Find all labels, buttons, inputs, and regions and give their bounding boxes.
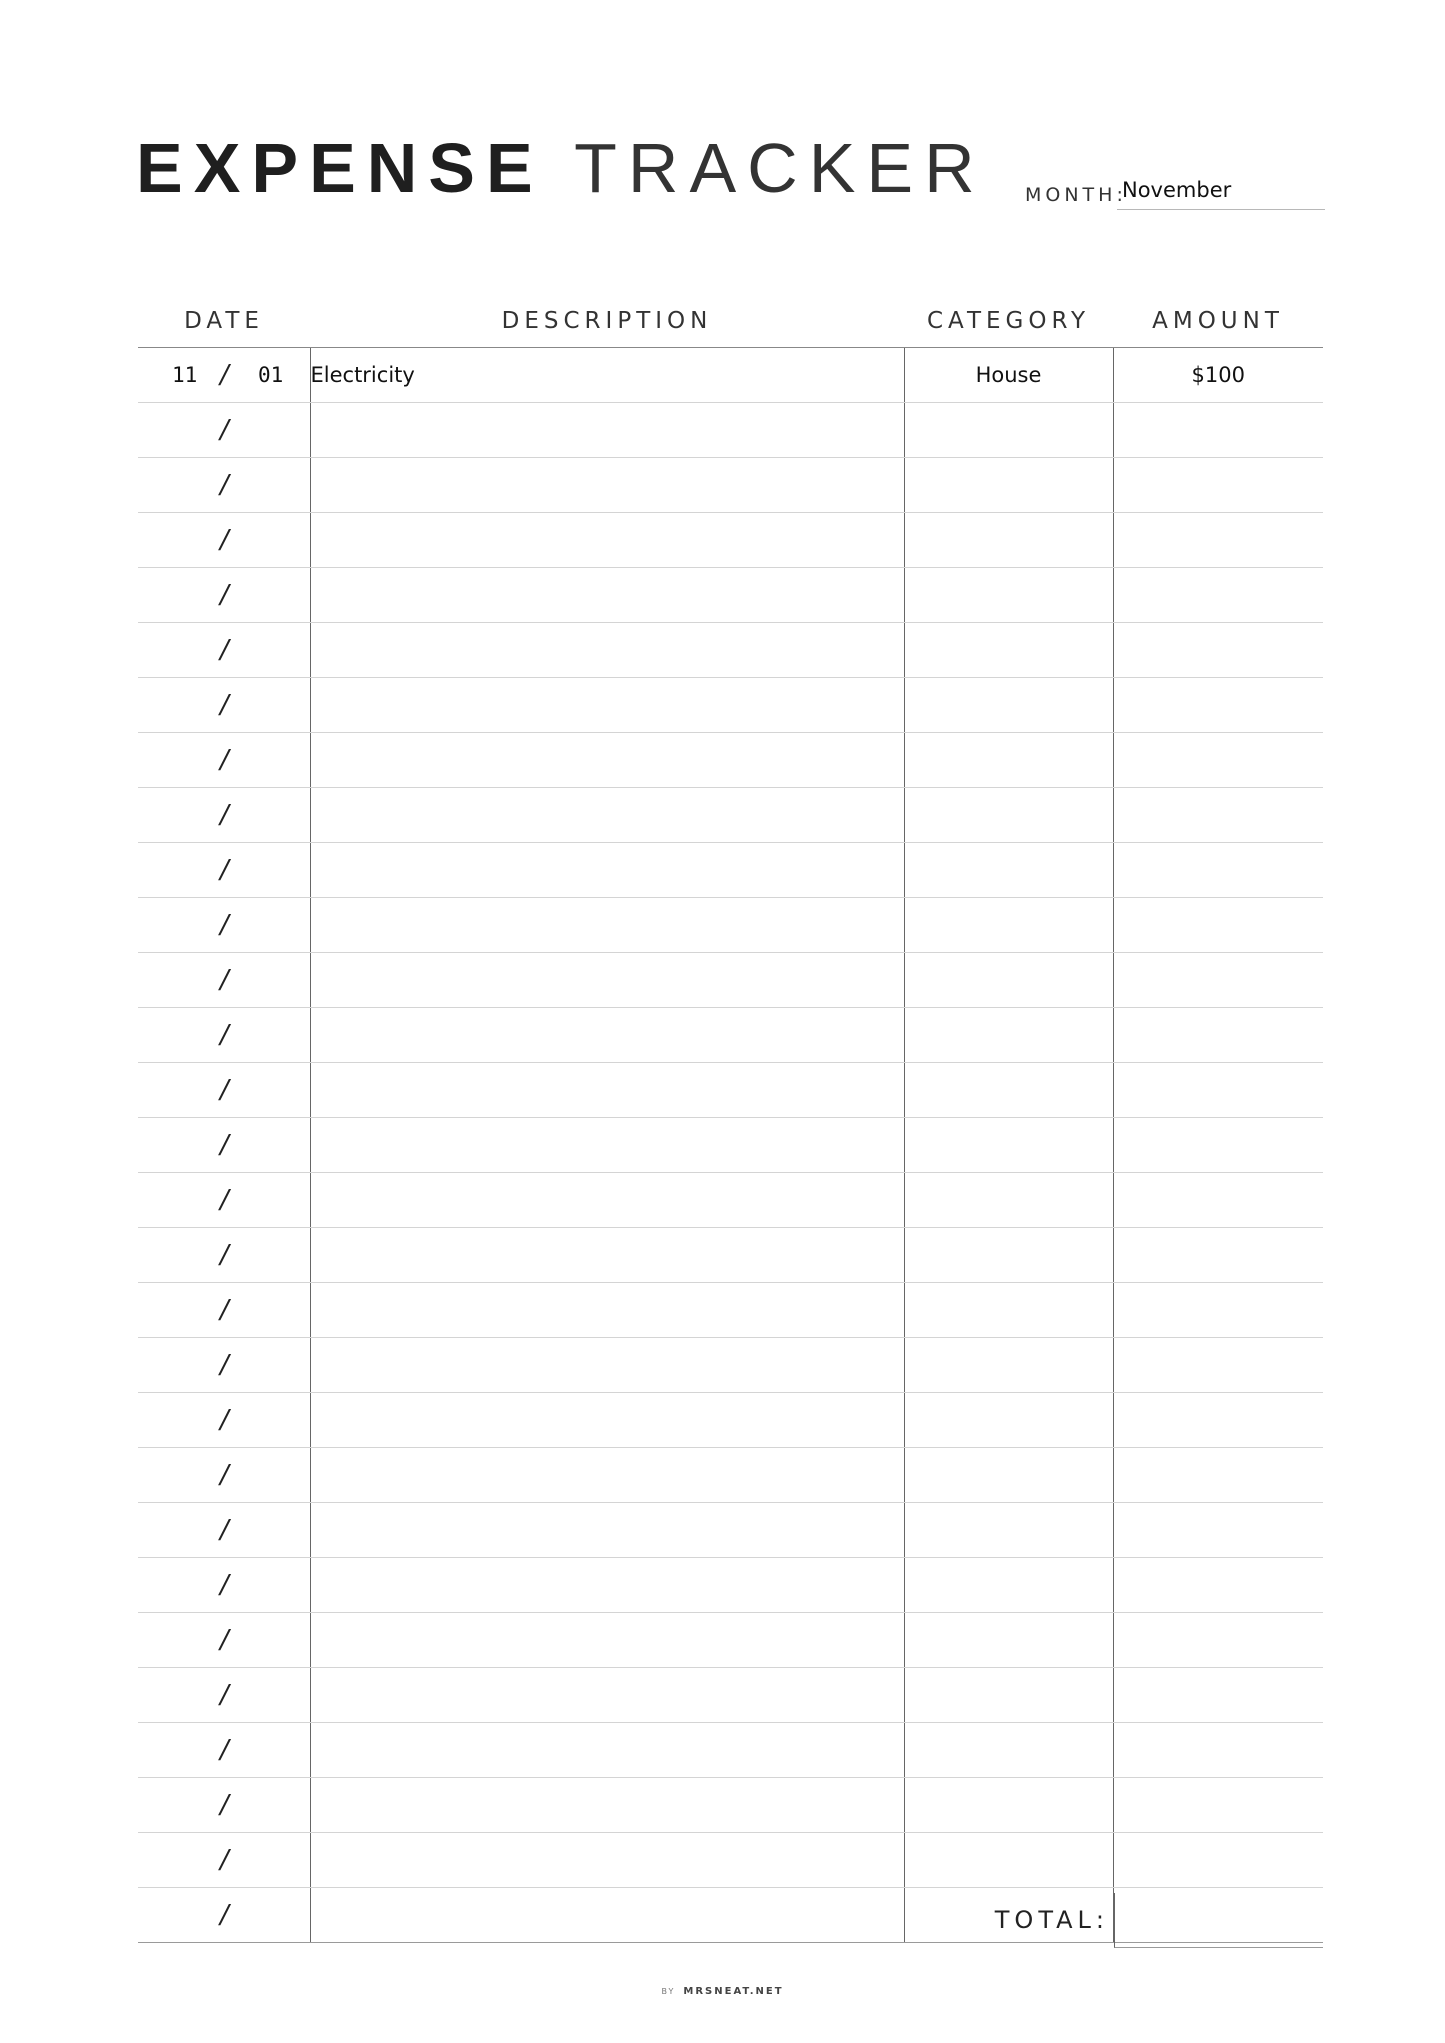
date-cell[interactable]: [138, 1008, 310, 1063]
amount-cell[interactable]: [1113, 1283, 1323, 1338]
date-cell[interactable]: [138, 1118, 310, 1173]
date-separator: /: [220, 910, 229, 940]
credit-by: BY: [661, 1987, 676, 1996]
amount-cell[interactable]: [1113, 1228, 1323, 1283]
table-row: [138, 1393, 1323, 1448]
amount-cell[interactable]: [1113, 1668, 1323, 1723]
amount-cell[interactable]: [1113, 1778, 1323, 1833]
date-separator: /: [220, 1845, 229, 1875]
table-row: [138, 1283, 1323, 1338]
date-separator: /: [220, 580, 229, 610]
date-cell[interactable]: [138, 458, 310, 513]
table-row: [138, 1448, 1323, 1503]
date-separator: /: [220, 1075, 229, 1105]
table-row: [138, 1338, 1323, 1393]
table-row: [138, 1558, 1323, 1613]
amount-cell[interactable]: [1113, 1448, 1323, 1503]
date-separator: /: [220, 1900, 229, 1930]
date-separator: /: [220, 1240, 229, 1270]
table-row: [138, 1723, 1323, 1778]
date-cell[interactable]: [138, 1613, 310, 1668]
category-cell[interactable]: [904, 843, 1113, 898]
category-cell[interactable]: House: [904, 348, 1113, 403]
date-separator: /: [220, 1680, 229, 1710]
date-cell[interactable]: [138, 1173, 310, 1228]
table-body: [138, 348, 1323, 1943]
date-cell[interactable]: [138, 1338, 310, 1393]
table-row: [138, 1778, 1323, 1833]
category-cell[interactable]: [904, 1283, 1113, 1338]
table-row: [138, 1613, 1323, 1668]
description-cell[interactable]: [310, 1613, 904, 1668]
description-cell[interactable]: [310, 1173, 904, 1228]
description-cell[interactable]: [310, 623, 904, 678]
description-cell[interactable]: [310, 1723, 904, 1778]
table-row: [138, 1503, 1323, 1558]
table-row: [138, 1008, 1323, 1063]
month-field-group: [1025, 176, 1325, 210]
description-cell[interactable]: [310, 1833, 904, 1888]
table-row: [138, 1118, 1323, 1173]
category-cell[interactable]: [904, 1833, 1113, 1888]
description-cell[interactable]: [310, 568, 904, 623]
table-row: [138, 1668, 1323, 1723]
date-separator: /: [220, 525, 229, 555]
category-cell[interactable]: [904, 733, 1113, 788]
date-separator: /: [220, 1735, 229, 1765]
description-cell[interactable]: [310, 1778, 904, 1833]
description-cell[interactable]: [310, 1008, 904, 1063]
description-cell[interactable]: [310, 1338, 904, 1393]
date-separator: /: [220, 1790, 229, 1820]
table-row: [138, 678, 1323, 733]
category-cell[interactable]: [904, 1228, 1113, 1283]
date-separator: /: [220, 855, 229, 885]
header-category: CATEGORY: [904, 295, 1113, 348]
date-cell[interactable]: [138, 1393, 310, 1448]
date-cell[interactable]: [138, 898, 310, 953]
amount-cell[interactable]: [1113, 403, 1323, 458]
description-cell[interactable]: [310, 953, 904, 1008]
amount-cell[interactable]: [1113, 1338, 1323, 1393]
date-separator: /: [220, 470, 229, 500]
amount-cell[interactable]: $100: [1113, 348, 1323, 403]
description-cell[interactable]: [310, 403, 904, 458]
date-separator: /: [220, 690, 229, 720]
amount-cell[interactable]: [1113, 1393, 1323, 1448]
date-separator: /: [220, 635, 229, 665]
amount-cell[interactable]: [1113, 568, 1323, 623]
description-cell[interactable]: [310, 898, 904, 953]
table-row: [138, 458, 1323, 513]
amount-cell[interactable]: [1113, 898, 1323, 953]
category-cell[interactable]: [904, 1503, 1113, 1558]
date-month: 11: [172, 363, 198, 387]
category-cell[interactable]: [904, 1778, 1113, 1833]
date-separator: /: [220, 1405, 229, 1435]
amount-cell[interactable]: [1113, 1063, 1323, 1118]
table-row: [138, 1063, 1323, 1118]
header-description: DESCRIPTION: [310, 295, 904, 348]
table-row: [138, 403, 1323, 458]
description-cell[interactable]: Electricity: [310, 348, 904, 403]
table-row: [138, 788, 1323, 843]
date-separator: /: [220, 1185, 229, 1215]
date-cell[interactable]: [138, 843, 310, 898]
date-cell[interactable]: [138, 623, 310, 678]
description-cell[interactable]: [310, 1448, 904, 1503]
category-cell[interactable]: [904, 1613, 1113, 1668]
description-cell[interactable]: [310, 1283, 904, 1338]
date-separator: /: [220, 1570, 229, 1600]
category-cell[interactable]: [904, 513, 1113, 568]
total-label: TOTAL:: [994, 1906, 1109, 1934]
date-cell[interactable]: [138, 733, 310, 788]
amount-cell[interactable]: [1113, 953, 1323, 1008]
description-cell[interactable]: [310, 843, 904, 898]
table-row: [138, 623, 1323, 678]
description-cell[interactable]: [310, 733, 904, 788]
date-separator: /: [220, 1460, 229, 1490]
credit-site: MRSNEAT.NET: [683, 1986, 784, 1997]
date-cell[interactable]: [138, 678, 310, 733]
amount-cell[interactable]: [1113, 733, 1323, 788]
amount-cell[interactable]: [1113, 1118, 1323, 1173]
total-row: [900, 1893, 1323, 1947]
date-cell[interactable]: [138, 513, 310, 568]
table-row: [138, 568, 1323, 623]
month-label: MONTH:: [1025, 184, 1127, 206]
category-cell[interactable]: [904, 1063, 1113, 1118]
description-cell[interactable]: [310, 458, 904, 513]
date-cell[interactable]: [138, 1888, 310, 1943]
category-cell[interactable]: [904, 1008, 1113, 1063]
category-cell[interactable]: [904, 953, 1113, 1008]
date-separator: /: [220, 360, 229, 390]
amount-cell[interactable]: [1113, 513, 1323, 568]
amount-cell[interactable]: [1113, 458, 1323, 513]
table-row: [138, 1228, 1323, 1283]
date-separator: /: [220, 1130, 229, 1160]
date-cell[interactable]: [138, 1778, 310, 1833]
date-separator: /: [220, 1020, 229, 1050]
table-row: [138, 953, 1323, 1008]
title-expense: EXPENSE: [136, 129, 544, 207]
amount-cell[interactable]: [1113, 788, 1323, 843]
category-cell[interactable]: [904, 678, 1113, 733]
amount-cell[interactable]: [1113, 1503, 1323, 1558]
date-cell[interactable]: [138, 1063, 310, 1118]
description-cell[interactable]: [310, 1558, 904, 1613]
description-cell[interactable]: [310, 1228, 904, 1283]
category-cell[interactable]: [904, 1393, 1113, 1448]
date-cell[interactable]: [138, 1283, 310, 1338]
date-day: 01: [258, 363, 284, 387]
category-cell[interactable]: [904, 1338, 1113, 1393]
description-cell[interactable]: [310, 788, 904, 843]
category-cell[interactable]: [904, 1723, 1113, 1778]
category-cell[interactable]: [904, 1448, 1113, 1503]
table-row: [138, 898, 1323, 953]
amount-cell[interactable]: [1113, 1833, 1323, 1888]
credit-footer: [0, 1986, 1445, 1997]
description-cell[interactable]: [310, 1503, 904, 1558]
category-cell[interactable]: [904, 898, 1113, 953]
table-row: [138, 733, 1323, 788]
category-cell[interactable]: [904, 1173, 1113, 1228]
amount-cell[interactable]: [1113, 1008, 1323, 1063]
description-cell[interactable]: [310, 1118, 904, 1173]
table-row: [138, 1173, 1323, 1228]
header-amount: AMOUNT: [1113, 295, 1323, 348]
description-cell[interactable]: [310, 1063, 904, 1118]
date-separator: /: [220, 745, 229, 775]
category-cell[interactable]: [904, 1668, 1113, 1723]
date-separator: /: [220, 1350, 229, 1380]
date-separator: /: [220, 1625, 229, 1655]
date-cell[interactable]: [138, 788, 310, 843]
total-field[interactable]: [1114, 1893, 1323, 1948]
date-cell[interactable]: [138, 953, 310, 1008]
month-field[interactable]: November: [1117, 177, 1325, 210]
description-cell[interactable]: [310, 1393, 904, 1448]
date-cell[interactable]: [138, 1668, 310, 1723]
amount-cell[interactable]: [1113, 1173, 1323, 1228]
category-cell[interactable]: [904, 788, 1113, 843]
table-header-row: [138, 295, 1323, 348]
date-cell[interactable]: [138, 403, 310, 458]
date-cell[interactable]: [138, 348, 310, 403]
table-row: [138, 843, 1323, 898]
date-separator: /: [220, 1295, 229, 1325]
date-separator: /: [220, 800, 229, 830]
amount-cell[interactable]: [1113, 678, 1323, 733]
date-cell[interactable]: [138, 568, 310, 623]
description-cell[interactable]: [310, 513, 904, 568]
header-date: DATE: [138, 295, 310, 348]
date-separator: /: [220, 1515, 229, 1545]
amount-cell[interactable]: [1113, 1613, 1323, 1668]
date-cell[interactable]: [138, 1833, 310, 1888]
date-cell[interactable]: [138, 1228, 310, 1283]
amount-cell[interactable]: [1113, 843, 1323, 898]
expense-table: [138, 295, 1323, 1943]
category-cell[interactable]: [904, 458, 1113, 513]
category-cell[interactable]: [904, 623, 1113, 678]
description-cell[interactable]: [310, 678, 904, 733]
amount-cell[interactable]: [1113, 623, 1323, 678]
date-cell[interactable]: [138, 1503, 310, 1558]
description-cell[interactable]: [310, 1668, 904, 1723]
category-cell[interactable]: [904, 568, 1113, 623]
date-cell[interactable]: [138, 1723, 310, 1778]
table-row: [138, 1833, 1323, 1888]
description-cell[interactable]: [310, 1888, 904, 1943]
amount-cell[interactable]: [1113, 1558, 1323, 1613]
table-row: [138, 513, 1323, 568]
page-title: [136, 128, 986, 208]
date-cell[interactable]: [138, 1558, 310, 1613]
title-tracker: TRACKER: [574, 129, 986, 207]
category-cell[interactable]: [904, 403, 1113, 458]
amount-cell[interactable]: [1113, 1723, 1323, 1778]
date-separator: /: [220, 415, 229, 445]
category-cell[interactable]: [904, 1558, 1113, 1613]
date-cell[interactable]: [138, 1448, 310, 1503]
date-separator: /: [220, 965, 229, 995]
category-cell[interactable]: [904, 1118, 1113, 1173]
table-row: [138, 348, 1323, 403]
